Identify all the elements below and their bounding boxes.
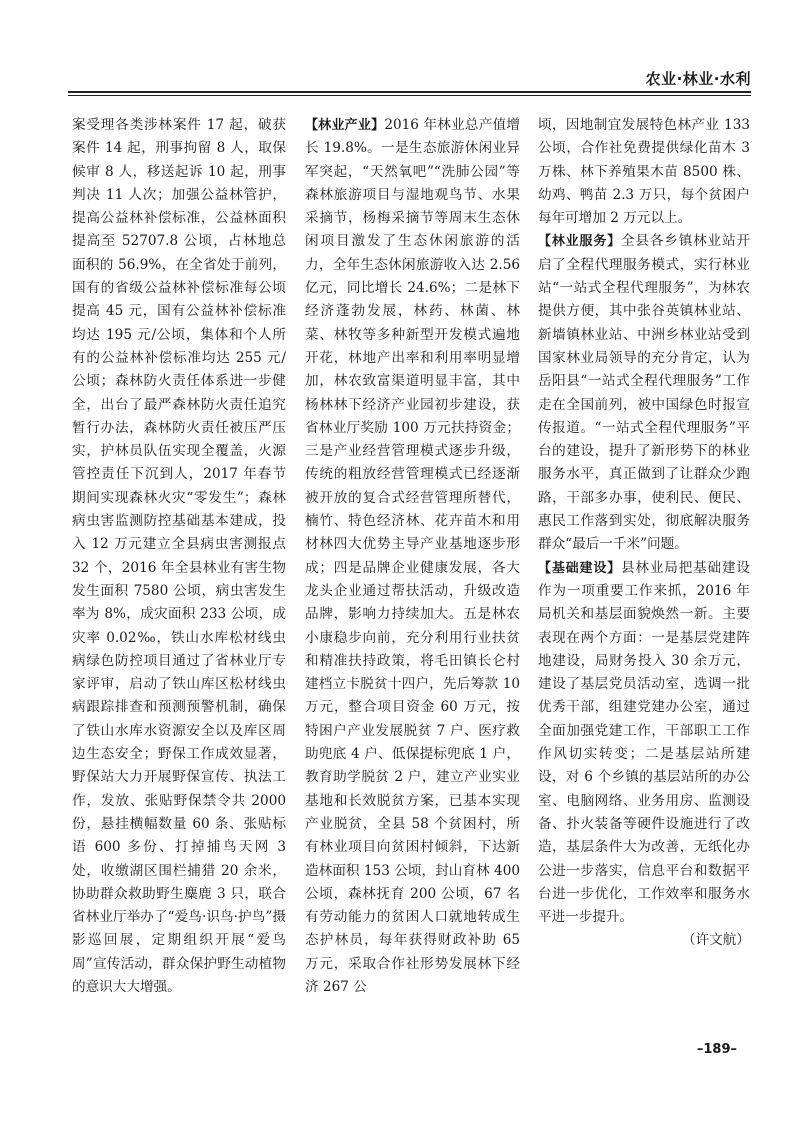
infrastructure-text: 县林业局把基础建设作为一项重要工作来抓，2016 年局机关和基层面貌焕然一新。主要表现在两个方面：一是基层党建阵地建设，局财务投入 30 余万元，建设了基层党员活动室，选调一批优秀干部，组建党建办公室，通过全面加强党建工作，干部职工工作作风切实转变；二是基层站所建设，对 6 个乡镇的基层站所的办公室、电脑网络、业务用房、监测设备、扑火装备等硬件设施进行了改造，基层条件大为改善，无纸化办公进一步落实，信息平台和数据平台进一步优化，工作效率和服务水平进一步提升。	[538, 559, 750, 926]
section-title: 农业·林业·水利	[645, 70, 751, 88]
forestry-service-paragraph	[538, 230, 750, 556]
column1-paragraph: 案受理各类涉林案件 17 起，破获案件 14 起，刑事拘留 8 人，取保候审 8 人，移送起诉 10 起，刑事判决 11 人次；加强公益林管护，提高公益林补偿标准，公益林面积提高至 52707.8 公顷，占林地总面积的 56.9%，在全省处于前列，国有的省级公益林补偿标准每公顷提高 45 元，国有公益林补偿标准均达 195 元/公顷，集体和个人所有的公益林补偿标准均达 255 元/公顷；森林防火责任体系进一步健全，出台了最严森林防火责任追究暂行办法，森林防火责任被压严压实，护林员队伍实现全覆盖，火源管控责任下沉到人，2017 年春节期间实现森林火灾“零发生”；森林病虫害监测防控基础基本建成，投入 12 万元建立全县病虫害测报点 32 个，2016 年全县林业有害生物发生面积 7580 公顷，病虫害发生率为 8%，成灾面积 233 公顷，成灾率 0.02‰，铁山水库松材线虫病绿色防控项目通过了省林业厅专家评审，启动了铁山库区松材线虫病跟踪排查和预测预警机制，确保了铁山水库水资源安全以及库区周边生态安全；野保工作成效显著，野保站大力开展野保宣传、执法工作，发放、张贴野保禁令共 2000 份，悬挂横幅数量 60 条、张贴标语 600 多份、打掉捕鸟天网 3 处，收缴湖区围栏捕猎 20 余米，协助群众救助野生麋鹿 3 只，联合省林业厅举办了“爱鸟·识鸟·护鸟”摄影巡回展，定期组织开展“爱鸟周”宣传活动，群众保护野生动植物的意识大大增强。	[72, 117, 286, 995]
column3-intro-paragraph: 顷，因地制宜发展特色林产业 133 公顷，合作社免费提供绿化苗木 3 万株、林下养殖果木苗 8500 株、幼鸡、鸭苗 2.3 万只，每个贫困户每年可增加 2 万元以上。	[538, 117, 750, 227]
forestry-industry-heading: 【林业产业】	[305, 118, 385, 133]
header-rule-thin	[68, 95, 751, 96]
author-credit: （许文航）	[682, 932, 750, 949]
text-column-1	[72, 114, 286, 999]
text-column-2	[305, 114, 520, 999]
page-header	[0, 0, 793, 100]
infrastructure-paragraph	[538, 557, 750, 930]
forestry-industry-paragraph	[305, 114, 520, 999]
forestry-industry-text: 2016 年林业总产值增长 19.8%。一是生态旅游休闲业异军突起，“天然氧吧”“洗肺公园”等森林旅游项目与湿地观鸟节、水果采摘节，杨梅采摘节等周末生态休闲项目激发了生态休闲旅游的活力，全年生态休闲旅游收入达 2.56 亿元，同比增长 24.6%；二是林下经济蓬勃发展，林药、林菌、林菜、林牧等多种新型开发模式遍地开花，林地产出率和利用率明显增加，林农致富渠道明显丰富，其中杨林林下经济产业园初步建设，获省林业厅奖励 100 万元扶持资金；三是产业经营管理模式逐步升级，传统的粗放经营管理模式已经逐渐被开放的复合式经营管理所替代，楠竹、特色经济林、花卉苗木和用材林四大优势主导产业基地逐步形成；四是品牌企业健康发展，各大龙头企业通过帮扶活动，升级改造品牌，影响力持续加大。五是林农小康稳步向前，充分利用行业扶贫和精准扶持政策，将毛田镇长仑村建档立卡脱贫十四户，先后筹款 10 万元，整合项目资金 60 万元，按特困户产业发展脱贫 7 户、医疗救助兜底 4 户、低保提标兜底 1 户，教育助学脱贫 2 户，建立产业实业基地和长效脱贫方案，已基本实现产业脱贫，全县 58 个贫困村，所有林业项目向贫困村倾斜，下达新造林面积 153 公顷，封山育林 400 公顷，森林抚育 200 公顷，67 名有劳动能力的贫困人口就地转成生态护林员，每年获得财政补助 65 万元，采取合作社形势发展林下经济 267 公	[305, 117, 520, 995]
forestry-service-text: 全县各乡镇林业站开启了全程代理服务模式，实行林业站“一站式全程代理服务”，为林农提供方便，其中张谷英镇林业站、新墙镇林业站、中洲乡林业站受到国家林业局领导的充分肯定，认为岳阳县“一站式全程代理服务”工作走在全国前列，被中国绿色时报宣传报道。“一站式全程代理服务”平台的建设，提升了新形势下的林业服务水平，真正做到了让群众少跑路，干部多办事，使利民、便民、惠民工作落到实处，彻底解决服务群众“最后一千米”问题。	[538, 233, 750, 553]
infrastructure-heading: 【基础建设】	[538, 560, 621, 576]
page-number: –189–	[696, 1042, 737, 1057]
forestry-service-heading: 【林业服务】	[538, 234, 621, 250]
header-rule-thick	[68, 91, 751, 93]
text-column-3	[538, 114, 750, 953]
